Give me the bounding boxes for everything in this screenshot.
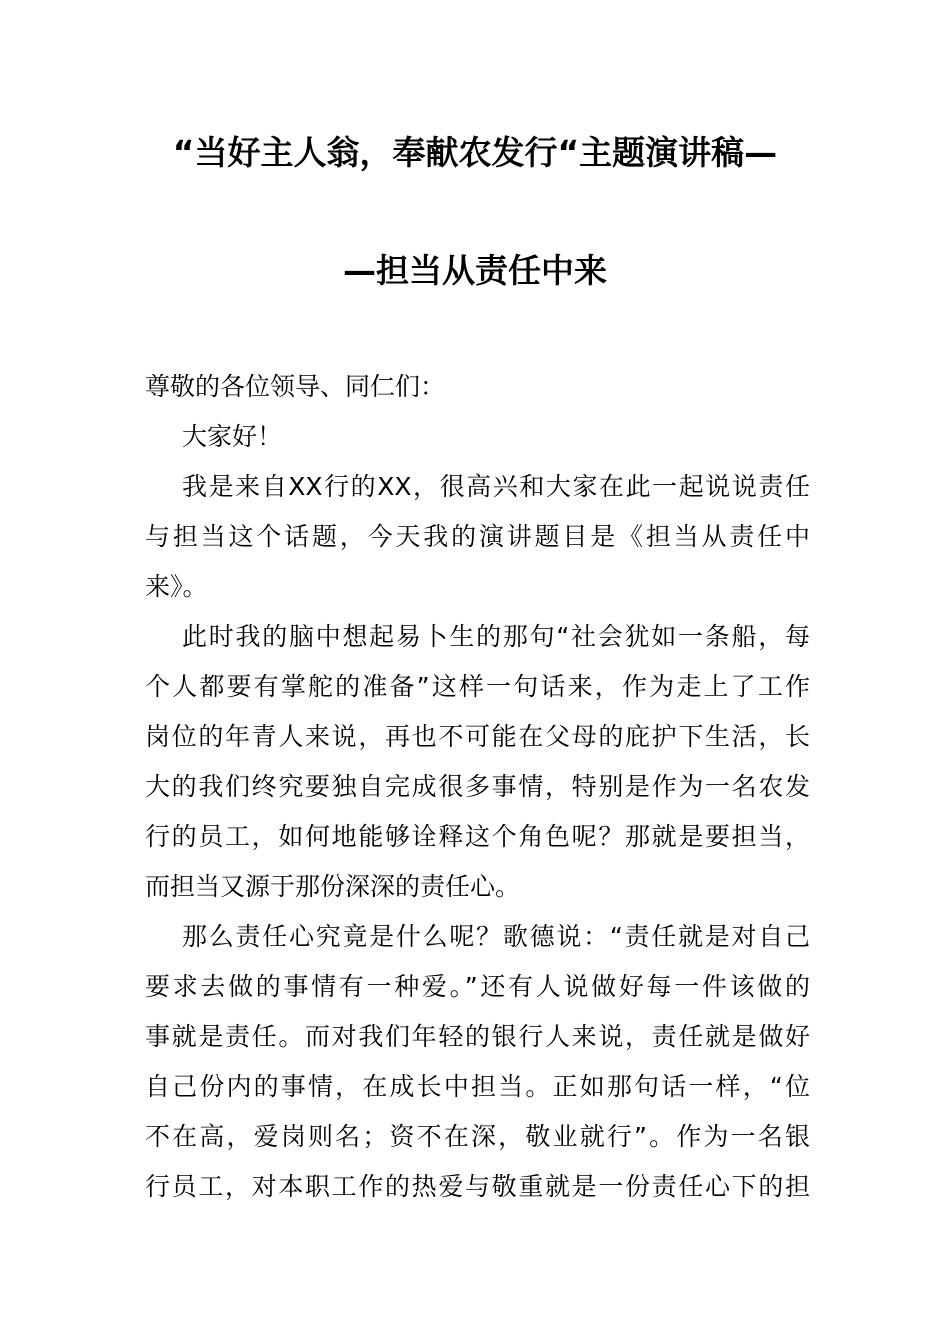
paragraph-line: 此时我的脑中想起易卜生的那句“社会犹如一条船，每 xyxy=(182,622,810,651)
paragraph-line: 个人都要有掌舵的准备”这样一句话来，作为走上了工作 xyxy=(145,672,810,701)
paragraph-line: 而担当又源于那份深深的责任心。 xyxy=(145,872,521,901)
paragraph-line: 岗位的年青人来说，再也不可能在父母的庇护下生活，长 xyxy=(145,722,810,751)
document-title-line-2: —担当从责任中来 xyxy=(343,251,607,290)
document-title-line-1: “当好主人翁，奉献农发行“主题演讲稿— xyxy=(172,133,778,172)
paragraph-line: 来》。 xyxy=(145,572,208,601)
paragraph-line: 那么责任心究竟是什么呢？歌德说：“责任就是对自己 xyxy=(182,922,810,951)
paragraph-line: 要求去做的事情有一种爱。”还有人说做好每一件该做的 xyxy=(145,972,810,1001)
paragraph-2 xyxy=(145,612,810,912)
paragraph-line: 与担当这个话题，今天我的演讲题目是《担当从责任中 xyxy=(145,522,810,551)
paragraph-line: 大的我们终究要独自完成很多事情，特别是作为一名农发 xyxy=(145,772,810,801)
paragraph-line: 行的员工，如何地能够诠释这个角色呢？那就是要担当， xyxy=(145,822,810,851)
document-body xyxy=(145,362,810,1212)
paragraph-line: 事就是责任。而对我们年轻的银行人来说，责任就是做好 xyxy=(145,1022,810,1051)
paragraph-1 xyxy=(145,462,810,612)
paragraph-line: 自己份内的事情，在成长中担当。正如那句话一样，“位 xyxy=(145,1072,810,1101)
paragraph-line: 我是来自XX行的XX，很高兴和大家在此一起说说责任 xyxy=(182,472,810,501)
paragraph-3 xyxy=(145,912,810,1212)
paragraph-line: 行员工，对本职工作的热爱与敬重就是一份责任心下的担 xyxy=(145,1172,810,1201)
greeting: 大家好！ xyxy=(182,422,283,451)
salutation: 尊敬的各位领导、同仁们： xyxy=(145,372,446,401)
paragraph-line: 不在高，爱岗则名；资不在深，敬业就行”。作为一名银 xyxy=(145,1122,810,1151)
